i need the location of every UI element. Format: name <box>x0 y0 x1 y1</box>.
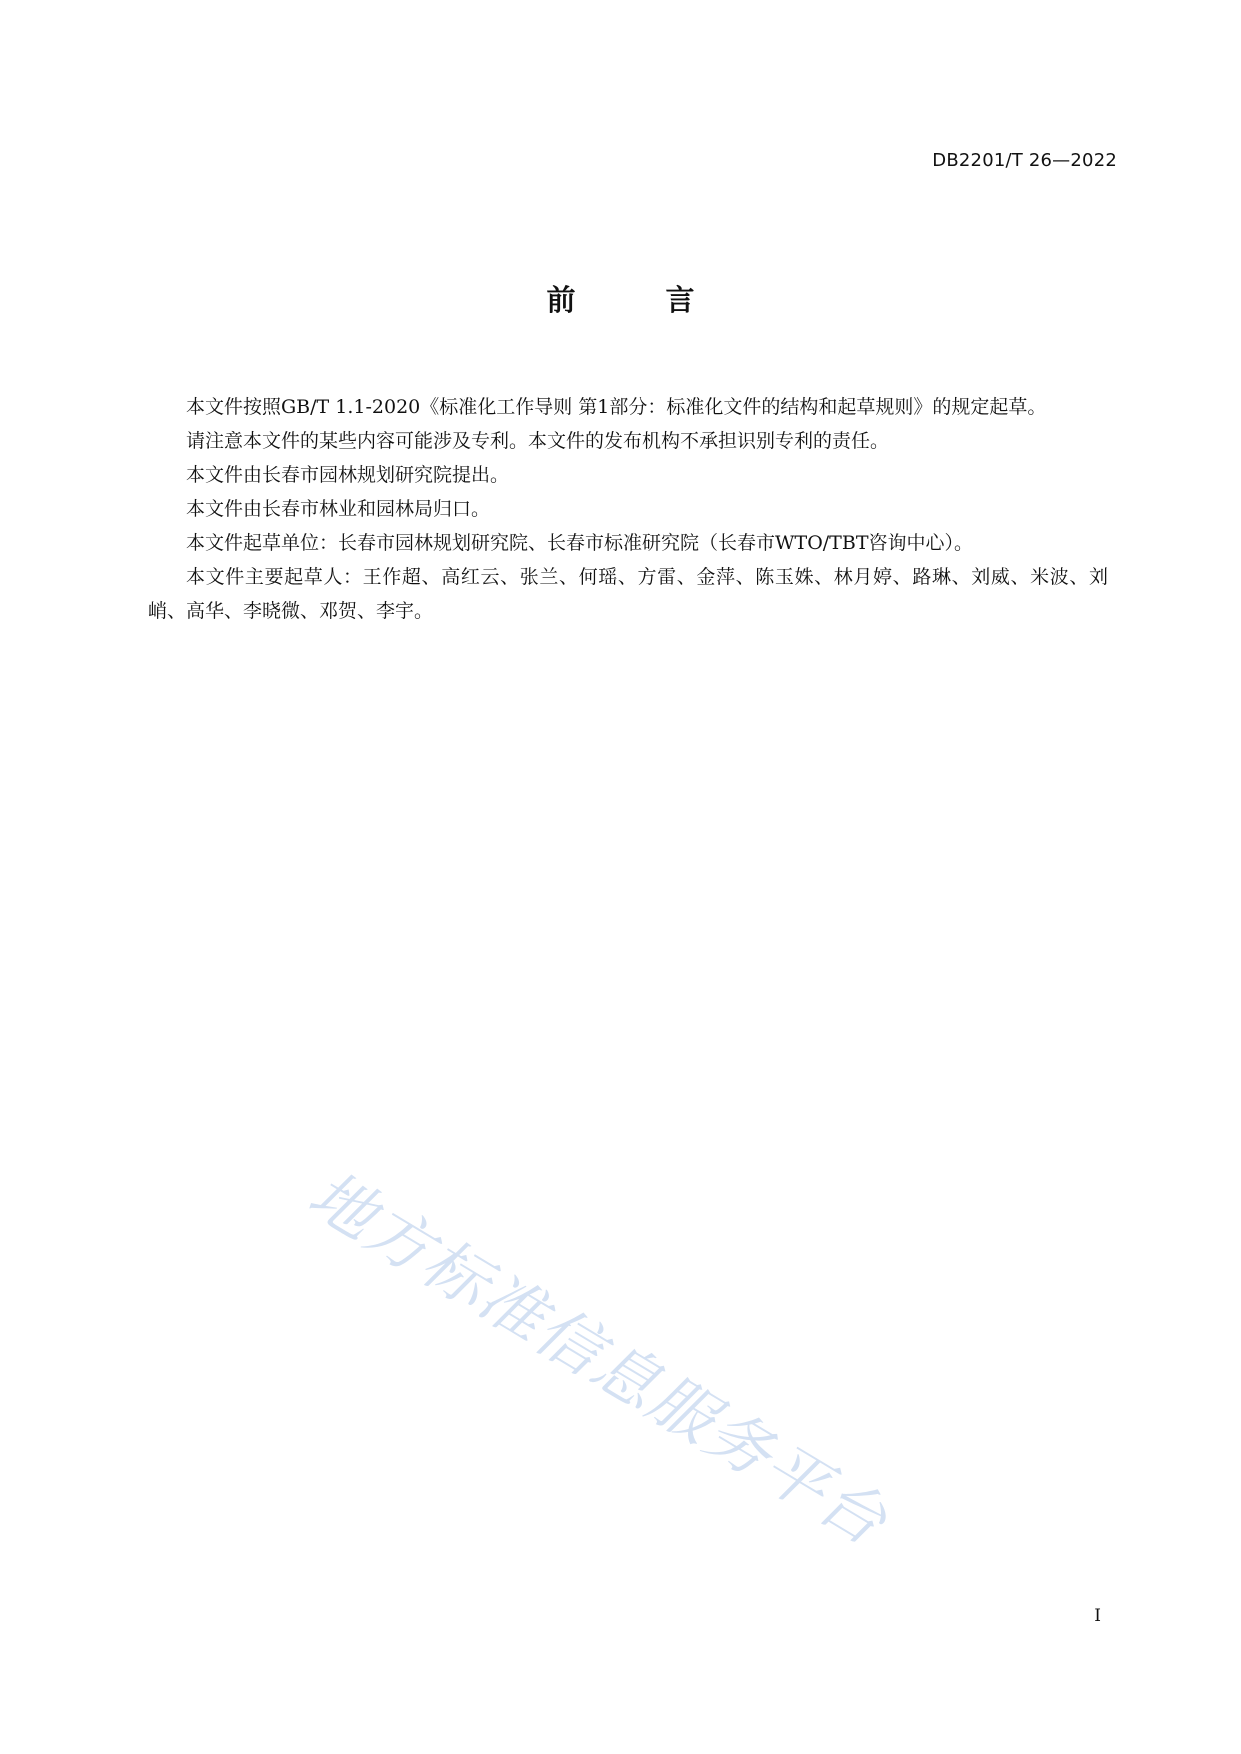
paragraph-centralized-unit: 本文件由长春市林业和园林局归口。 <box>186 498 491 520</box>
page-title: 前 言 <box>546 283 735 317</box>
document-code: DB2201/T 26—2022 <box>932 150 1117 171</box>
page-number: I <box>1094 1606 1101 1626</box>
paragraph-drafting-rules: 本文件按照GB/T 1.1-2020《标准化工作导则 第1部分：标准化文件的结构和起草规则》的规定起草。 <box>186 396 1047 418</box>
paragraph-drafters: 本文件主要起草人：王作超、高红云、张兰、何瑶、方雷、金萍、陈玉姝、林月婷、路琳、刘威、米波、刘峭、高华、李晓微、邓贺、李宇。 <box>148 566 1108 622</box>
watermark: 地方标准信息服务平台 <box>295 1157 900 1561</box>
foreword-body <box>148 390 1108 628</box>
paragraph-proposer: 本文件由长春市园林规划研究院提出。 <box>186 464 510 486</box>
paragraph-patent-notice: 请注意本文件的某些内容可能涉及专利。本文件的发布机构不承担识别专利的责任。 <box>186 430 890 452</box>
paragraph-drafting-units: 本文件起草单位：长春市园林规划研究院、长春市标准研究院（长春市WTO/TBT咨询中心）。 <box>186 532 973 554</box>
